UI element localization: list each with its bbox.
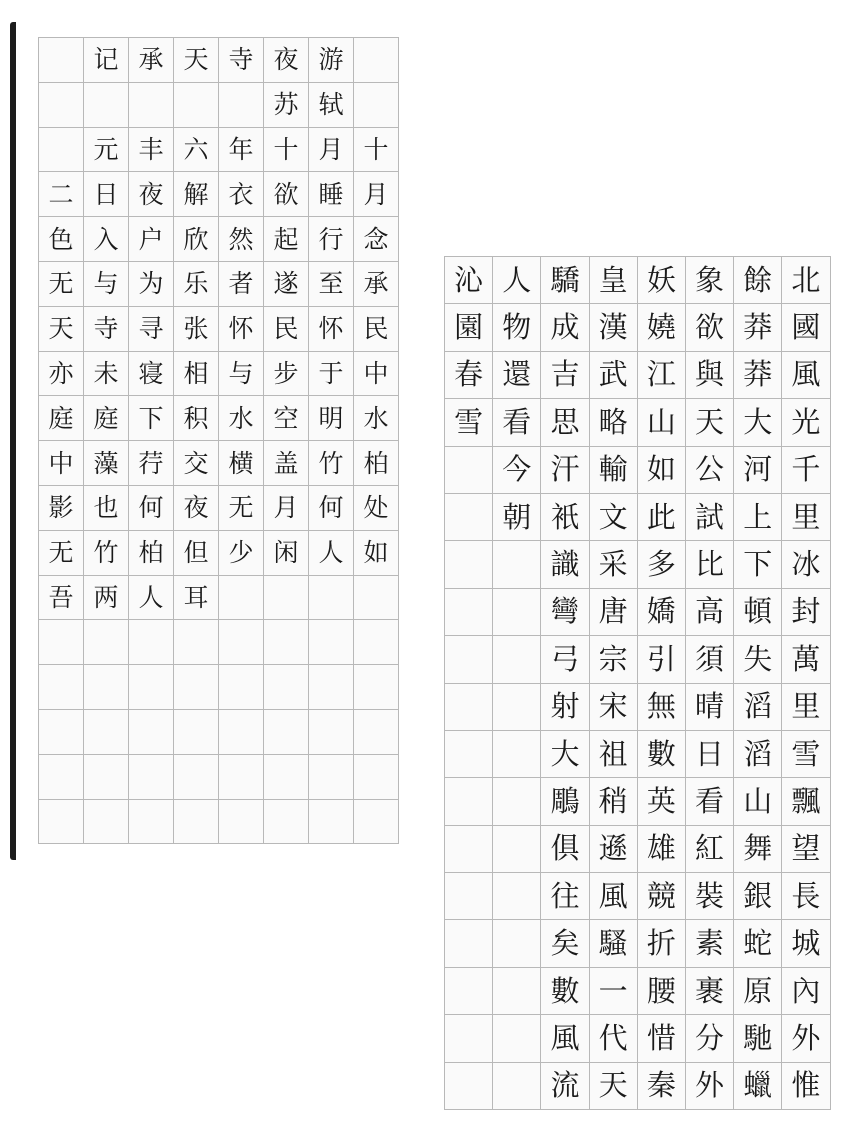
right-sheet-grid-cell: [493, 778, 541, 825]
left-sheet-grid-cell: [354, 800, 399, 845]
left-sheet-grid-cell: 元: [84, 128, 129, 173]
right-sheet-grid-cell: 數: [638, 731, 686, 778]
right-sheet-grid-cell: 腰: [638, 968, 686, 1015]
left-sheet-grid-cell: [84, 665, 129, 710]
left-sheet-grid-cell: [264, 755, 309, 800]
right-sheet-grid-cell: 吉: [541, 352, 589, 399]
left-sheet-grid-cell: 耳: [174, 576, 219, 621]
left-sheet-grid-cell: 下: [129, 396, 174, 441]
right-sheet-grid-cell: 惜: [638, 1015, 686, 1062]
left-sheet-grid-cell: [264, 710, 309, 755]
right-sheet-grid-cell: 妖: [638, 257, 686, 304]
right-sheet-grid-cell: 光: [782, 399, 830, 446]
left-sheet-grid-cell: 盖: [264, 441, 309, 486]
right-sheet-grid-cell: 大: [734, 399, 782, 446]
right-sheet-grid-cell: [445, 1015, 493, 1062]
left-sheet-grid-cell: 欲: [264, 172, 309, 217]
left-sheet-grid-cell: [84, 800, 129, 845]
left-sheet-grid-cell: 何: [129, 486, 174, 531]
right-sheet-grid-cell: [445, 920, 493, 967]
right-sheet-grid-cell: 遜: [590, 826, 638, 873]
left-sheet-grid-cell: [354, 83, 399, 128]
right-sheet-grid-cell: 外: [782, 1015, 830, 1062]
left-sheet-grid-cell: 水: [354, 396, 399, 441]
left-sheet-grid-cell: [39, 755, 84, 800]
left-sheet-grid-cell: [354, 620, 399, 665]
left-sheet-grid-cell: 夜: [129, 172, 174, 217]
left-sheet-grid-cell: 但: [174, 531, 219, 576]
right-sheet-grid-cell: 滔: [734, 731, 782, 778]
right-sheet-grid-cell: 舞: [734, 826, 782, 873]
right-sheet-grid-cell: 皇: [590, 257, 638, 304]
right-sheet-grid-cell: 原: [734, 968, 782, 1015]
right-sheet-grid-cell: 河: [734, 447, 782, 494]
right-sheet-grid-cell: 欲: [686, 304, 734, 351]
right-sheet-grid-cell: [493, 873, 541, 920]
left-sheet-grid-cell: 与: [84, 262, 129, 307]
left-sheet-grid-cell: [129, 710, 174, 755]
left-sheet-grid-cell: 藻: [84, 441, 129, 486]
left-sheet-grid-cell: 者: [219, 262, 264, 307]
right-sheet-grid-cell: 分: [686, 1015, 734, 1062]
right-sheet-grid-cell: 里: [782, 494, 830, 541]
left-sheet-grid-cell: [309, 576, 354, 621]
left-practice-sheet: [38, 37, 399, 844]
left-sheet-grid-cell: 相: [174, 352, 219, 397]
left-sheet-grid-cell: 未: [84, 352, 129, 397]
right-sheet-grid-cell: 代: [590, 1015, 638, 1062]
left-sheet-grid-cell: 色: [39, 217, 84, 262]
left-sheet-grid-cell: [219, 83, 264, 128]
left-sheet-grid-cell: 无: [39, 531, 84, 576]
right-sheet-grid-cell: 朝: [493, 494, 541, 541]
left-sheet-grid-cell: [129, 800, 174, 845]
left-sheet-grid-cell: 天: [174, 38, 219, 83]
right-sheet-grid-cell: 外: [686, 1063, 734, 1110]
right-sheet-grid-cell: 秦: [638, 1063, 686, 1110]
left-sheet-grid-cell: [84, 83, 129, 128]
left-sheet-grid-cell: 夜: [174, 486, 219, 531]
right-sheet-grid-cell: 莽: [734, 304, 782, 351]
right-sheet-grid-cell: 蠟: [734, 1063, 782, 1110]
left-sheet-grid-cell: 然: [219, 217, 264, 262]
right-sheet-grid-cell: 蛇: [734, 920, 782, 967]
right-sheet-grid-cell: 園: [445, 304, 493, 351]
right-sheet-grid-cell: 漢: [590, 304, 638, 351]
right-sheet-grid-cell: 下: [734, 541, 782, 588]
left-sheet-grid-cell: 柏: [354, 441, 399, 486]
right-sheet-grid-cell: [493, 636, 541, 683]
right-sheet-grid-cell: [445, 494, 493, 541]
left-sheet-grid-cell: 也: [84, 486, 129, 531]
left-sheet-grid-cell: [219, 755, 264, 800]
right-sheet-grid-cell: 俱: [541, 826, 589, 873]
right-sheet-grid-cell: 失: [734, 636, 782, 683]
right-sheet-grid-cell: 冰: [782, 541, 830, 588]
left-sheet-grid-cell: [39, 83, 84, 128]
left-sheet-grid-cell: 月: [354, 172, 399, 217]
right-sheet-grid-cell: 鵰: [541, 778, 589, 825]
right-sheet-grid-cell: 祖: [590, 731, 638, 778]
left-sheet-grid-cell: 承: [129, 38, 174, 83]
right-sheet-grid-cell: 餘: [734, 257, 782, 304]
left-sheet-grid-cell: 寻: [129, 307, 174, 352]
right-sheet-grid-cell: 天: [686, 399, 734, 446]
left-sheet-grid-cell: 轼: [309, 83, 354, 128]
right-sheet-grid-cell: 封: [782, 589, 830, 636]
left-sheet-grid-cell: [174, 755, 219, 800]
right-sheet-grid-cell: [445, 589, 493, 636]
left-sheet-grid-cell: 睡: [309, 172, 354, 217]
left-sheet-grid-cell: 游: [309, 38, 354, 83]
right-sheet-grid-cell: 看: [493, 399, 541, 446]
left-sheet-grid-cell: 积: [174, 396, 219, 441]
right-sheet-grid-cell: 須: [686, 636, 734, 683]
left-sheet-grid-cell: 何: [309, 486, 354, 531]
right-sheet-grid-cell: 國: [782, 304, 830, 351]
left-sheet-grid-cell: [264, 620, 309, 665]
right-sheet-grid-cell: [445, 826, 493, 873]
left-sheet-grid-cell: 寺: [219, 38, 264, 83]
left-sheet-grid-cell: [84, 755, 129, 800]
left-sheet-grid-cell: [39, 710, 84, 755]
left-sheet-grid-cell: 闲: [264, 531, 309, 576]
right-sheet-grid-cell: 上: [734, 494, 782, 541]
left-sheet-grid-cell: 户: [129, 217, 174, 262]
left-sheet-grid-cell: [39, 665, 84, 710]
right-sheet-grid-cell: 矣: [541, 920, 589, 967]
right-sheet-grid-cell: 看: [686, 778, 734, 825]
left-sheet-grid-cell: [174, 83, 219, 128]
right-sheet-grid-cell: [493, 731, 541, 778]
left-sheet-grid-cell: [309, 620, 354, 665]
left-sheet-grid-cell: [219, 576, 264, 621]
right-sheet-grid-cell: 江: [638, 352, 686, 399]
left-sheet-grid-cell: [174, 800, 219, 845]
right-sheet-grid-cell: [445, 873, 493, 920]
right-sheet-grid-cell: 試: [686, 494, 734, 541]
right-sheet-grid-cell: [445, 447, 493, 494]
right-sheet-grid-cell: 雄: [638, 826, 686, 873]
right-sheet-grid-cell: 與: [686, 352, 734, 399]
right-sheet-grid-cell: 數: [541, 968, 589, 1015]
right-sheet-grid-cell: 素: [686, 920, 734, 967]
left-sheet-grid-cell: [309, 800, 354, 845]
left-sheet-grid-cell: 解: [174, 172, 219, 217]
left-sheet-grid-cell: 苏: [264, 83, 309, 128]
right-sheet-grid-cell: 還: [493, 352, 541, 399]
left-sheet-grid-cell: 寝: [129, 352, 174, 397]
left-sheet-grid-cell: 寺: [84, 307, 129, 352]
left-sheet-grid-cell: 乐: [174, 262, 219, 307]
left-sheet-grid-cell: 无: [39, 262, 84, 307]
left-sheet-grid-cell: [354, 710, 399, 755]
left-sheet-grid-cell: 张: [174, 307, 219, 352]
left-sheet-grid-cell: [219, 710, 264, 755]
right-sheet-grid-cell: 山: [638, 399, 686, 446]
left-sheet-grid-cell: 年: [219, 128, 264, 173]
left-sheet-grid-cell: [84, 620, 129, 665]
right-sheet-grid-cell: [445, 684, 493, 731]
right-sheet-grid-cell: 文: [590, 494, 638, 541]
left-sheet-grid-cell: 承: [354, 262, 399, 307]
right-sheet-grid-cell: 萬: [782, 636, 830, 683]
right-sheet-grid-cell: 輸: [590, 447, 638, 494]
left-sheet-grid-cell: 怀: [219, 307, 264, 352]
left-sheet-grid-cell: [174, 710, 219, 755]
right-sheet-grid-cell: 象: [686, 257, 734, 304]
left-sheet-grid-cell: 空: [264, 396, 309, 441]
left-sheet-grid-cell: [129, 665, 174, 710]
right-sheet-grid-cell: 雪: [782, 731, 830, 778]
left-sheet-grid-cell: 与: [219, 352, 264, 397]
right-sheet-grid-cell: 春: [445, 352, 493, 399]
left-sheet-grid-cell: 六: [174, 128, 219, 173]
right-sheet-grid-cell: [493, 589, 541, 636]
left-sheet-grid-cell: [309, 755, 354, 800]
left-sheet-grid-cell: [129, 620, 174, 665]
left-sheet-grid-cell: 中: [354, 352, 399, 397]
right-sheet-grid-cell: 成: [541, 304, 589, 351]
left-sheet-grid-cell: [354, 665, 399, 710]
right-sheet-grid-cell: 風: [590, 873, 638, 920]
right-sheet-grid-cell: 此: [638, 494, 686, 541]
left-sheet-grid-cell: [129, 83, 174, 128]
left-sheet-grid-cell: 行: [309, 217, 354, 262]
right-sheet-grid-cell: [493, 826, 541, 873]
right-sheet-grid-cell: [493, 968, 541, 1015]
left-sheet-grid-cell: 庭: [39, 396, 84, 441]
right-sheet-grid-cell: 衹: [541, 494, 589, 541]
right-sheet-grid-cell: 人: [493, 257, 541, 304]
left-sheet-grid-cell: 中: [39, 441, 84, 486]
right-sheet-grid-cell: 裝: [686, 873, 734, 920]
left-sheet-grid-cell: [354, 38, 399, 83]
right-sheet-grid-cell: 汗: [541, 447, 589, 494]
left-sheet-grid-cell: [264, 665, 309, 710]
right-sheet-grid-cell: 比: [686, 541, 734, 588]
right-sheet-grid-cell: 城: [782, 920, 830, 967]
right-sheet-grid-cell: 彎: [541, 589, 589, 636]
left-sheet-grid-cell: 无: [219, 486, 264, 531]
right-sheet-grid-cell: 嬌: [638, 589, 686, 636]
right-sheet-grid-cell: 飄: [782, 778, 830, 825]
right-sheet-grid-cell: 騷: [590, 920, 638, 967]
left-sheet-grid-cell: [174, 620, 219, 665]
left-sheet-grid-cell: 横: [219, 441, 264, 486]
left-sheet-grid-cell: 十: [264, 128, 309, 173]
right-practice-sheet: [444, 256, 831, 1110]
left-sheet-grid-cell: [264, 576, 309, 621]
right-sheet-grid-cell: 一: [590, 968, 638, 1015]
right-sheet-grid-cell: 風: [541, 1015, 589, 1062]
right-sheet-grid-cell: 里: [782, 684, 830, 731]
right-sheet-grid-cell: 頓: [734, 589, 782, 636]
left-sheet-grid-cell: 柏: [129, 531, 174, 576]
right-sheet-grid-cell: [493, 541, 541, 588]
left-sheet-grid-cell: 至: [309, 262, 354, 307]
left-sheet-grid-cell: 影: [39, 486, 84, 531]
right-sheet-grid-cell: 唐: [590, 589, 638, 636]
left-sheet-grid-cell: 处: [354, 486, 399, 531]
right-sheet-grid-cell: [445, 778, 493, 825]
left-sheet-grid-cell: [39, 38, 84, 83]
right-sheet-grid-cell: 裹: [686, 968, 734, 1015]
right-sheet-grid-cell: 北: [782, 257, 830, 304]
right-sheet-grid-cell: 銀: [734, 873, 782, 920]
left-sheet-grid-cell: [219, 665, 264, 710]
right-sheet-grid-cell: 莽: [734, 352, 782, 399]
left-sheet-grid-cell: 庭: [84, 396, 129, 441]
left-sheet-grid-cell: [354, 576, 399, 621]
right-sheet-grid-cell: 天: [590, 1063, 638, 1110]
left-sheet-grid-cell: 欣: [174, 217, 219, 262]
right-sheet-grid-cell: [445, 731, 493, 778]
right-sheet-grid-cell: [445, 968, 493, 1015]
left-sheet-grid-cell: 衣: [219, 172, 264, 217]
right-sheet-grid-cell: 稍: [590, 778, 638, 825]
right-sheet-grid-cell: 今: [493, 447, 541, 494]
right-sheet-grid-cell: 驕: [541, 257, 589, 304]
right-sheet-grid-cell: 風: [782, 352, 830, 399]
left-sheet-grid-cell: [264, 800, 309, 845]
right-sheet-grid-cell: [445, 541, 493, 588]
right-sheet-grid-cell: 雪: [445, 399, 493, 446]
left-sheet-grid-cell: [354, 755, 399, 800]
right-sheet-grid-cell: [445, 1063, 493, 1110]
left-sheet-grid-cell: [39, 128, 84, 173]
right-sheet-grid-cell: 武: [590, 352, 638, 399]
left-sheet-grid-cell: [84, 710, 129, 755]
right-sheet-grid-cell: 物: [493, 304, 541, 351]
left-sheet-grid-cell: 遂: [264, 262, 309, 307]
right-sheet-grid-cell: 大: [541, 731, 589, 778]
left-sheet-grid-cell: 水: [219, 396, 264, 441]
right-sheet-grid-cell: [445, 636, 493, 683]
left-sheet-grid-cell: 起: [264, 217, 309, 262]
right-sheet-grid-cell: 高: [686, 589, 734, 636]
right-sheet-grid-cell: 紅: [686, 826, 734, 873]
right-sheet-grid-cell: 往: [541, 873, 589, 920]
left-sheet-grid-cell: 怀: [309, 307, 354, 352]
right-sheet-grid-cell: 競: [638, 873, 686, 920]
left-sheet-grid-cell: [309, 665, 354, 710]
left-sheet-grid-cell: 月: [309, 128, 354, 173]
left-sheet-grid-cell: [309, 710, 354, 755]
left-sheet-grid-cell: 亦: [39, 352, 84, 397]
right-sheet-grid-cell: 無: [638, 684, 686, 731]
left-sheet-grid-cell: 少: [219, 531, 264, 576]
left-sheet-grid-cell: [219, 620, 264, 665]
left-sheet-grid-cell: 吾: [39, 576, 84, 621]
right-sheet-grid-cell: 略: [590, 399, 638, 446]
left-sheet-grid-cell: 荇: [129, 441, 174, 486]
right-sheet-grid-cell: 千: [782, 447, 830, 494]
notebook-spine: [10, 22, 16, 860]
right-sheet-grid-cell: 識: [541, 541, 589, 588]
left-sheet-grid-cell: 夜: [264, 38, 309, 83]
left-sheet-grid-cell: 丰: [129, 128, 174, 173]
left-sheet-grid-cell: 二: [39, 172, 84, 217]
right-sheet-grid-cell: 宋: [590, 684, 638, 731]
right-sheet-grid-cell: [493, 1063, 541, 1110]
left-sheet-grid-cell: 念: [354, 217, 399, 262]
right-sheet-grid-cell: 折: [638, 920, 686, 967]
left-sheet-grid-cell: 交: [174, 441, 219, 486]
left-sheet-grid-cell: 民: [354, 307, 399, 352]
right-sheet-grid-cell: 滔: [734, 684, 782, 731]
right-sheet-grid-cell: 日: [686, 731, 734, 778]
left-sheet-grid-cell: 于: [309, 352, 354, 397]
left-sheet-grid-cell: 民: [264, 307, 309, 352]
right-sheet-grid-cell: 山: [734, 778, 782, 825]
left-sheet-grid-cell: [129, 755, 174, 800]
left-sheet-grid-cell: 月: [264, 486, 309, 531]
right-sheet-grid-cell: 嬈: [638, 304, 686, 351]
right-sheet-grid-cell: 內: [782, 968, 830, 1015]
left-sheet-grid-cell: [39, 620, 84, 665]
right-sheet-grid-cell: 惟: [782, 1063, 830, 1110]
right-sheet-grid-cell: [493, 920, 541, 967]
right-sheet-grid-cell: 引: [638, 636, 686, 683]
right-sheet-grid-cell: 思: [541, 399, 589, 446]
left-sheet-grid-cell: 记: [84, 38, 129, 83]
left-sheet-grid-cell: 十: [354, 128, 399, 173]
left-sheet-grid-cell: 步: [264, 352, 309, 397]
left-sheet-grid-cell: 天: [39, 307, 84, 352]
left-sheet-grid-cell: 竹: [309, 441, 354, 486]
left-sheet-grid-cell: [174, 665, 219, 710]
right-sheet-grid-cell: 沁: [445, 257, 493, 304]
left-sheet-grid-cell: 入: [84, 217, 129, 262]
right-sheet-grid-cell: 望: [782, 826, 830, 873]
right-sheet-grid-cell: 公: [686, 447, 734, 494]
right-sheet-grid-cell: 多: [638, 541, 686, 588]
right-sheet-grid-cell: 弓: [541, 636, 589, 683]
left-sheet-grid-cell: [39, 800, 84, 845]
left-sheet-grid-cell: [219, 800, 264, 845]
left-sheet-grid-cell: 竹: [84, 531, 129, 576]
right-sheet-grid-cell: 采: [590, 541, 638, 588]
right-sheet-grid-cell: 馳: [734, 1015, 782, 1062]
right-sheet-grid-cell: 射: [541, 684, 589, 731]
right-sheet-grid-cell: 宗: [590, 636, 638, 683]
left-sheet-grid-cell: 为: [129, 262, 174, 307]
right-sheet-grid-cell: 流: [541, 1063, 589, 1110]
left-sheet-grid-cell: 明: [309, 396, 354, 441]
right-sheet-grid-cell: [493, 684, 541, 731]
right-sheet-grid-cell: 長: [782, 873, 830, 920]
right-sheet-grid-cell: 如: [638, 447, 686, 494]
left-sheet-grid-cell: 人: [129, 576, 174, 621]
left-sheet-grid-cell: 人: [309, 531, 354, 576]
right-sheet-grid-cell: 英: [638, 778, 686, 825]
left-sheet-grid-cell: 两: [84, 576, 129, 621]
right-sheet-grid-cell: [493, 1015, 541, 1062]
right-sheet-grid-cell: 晴: [686, 684, 734, 731]
left-sheet-grid-cell: 如: [354, 531, 399, 576]
left-sheet-grid-cell: 日: [84, 172, 129, 217]
